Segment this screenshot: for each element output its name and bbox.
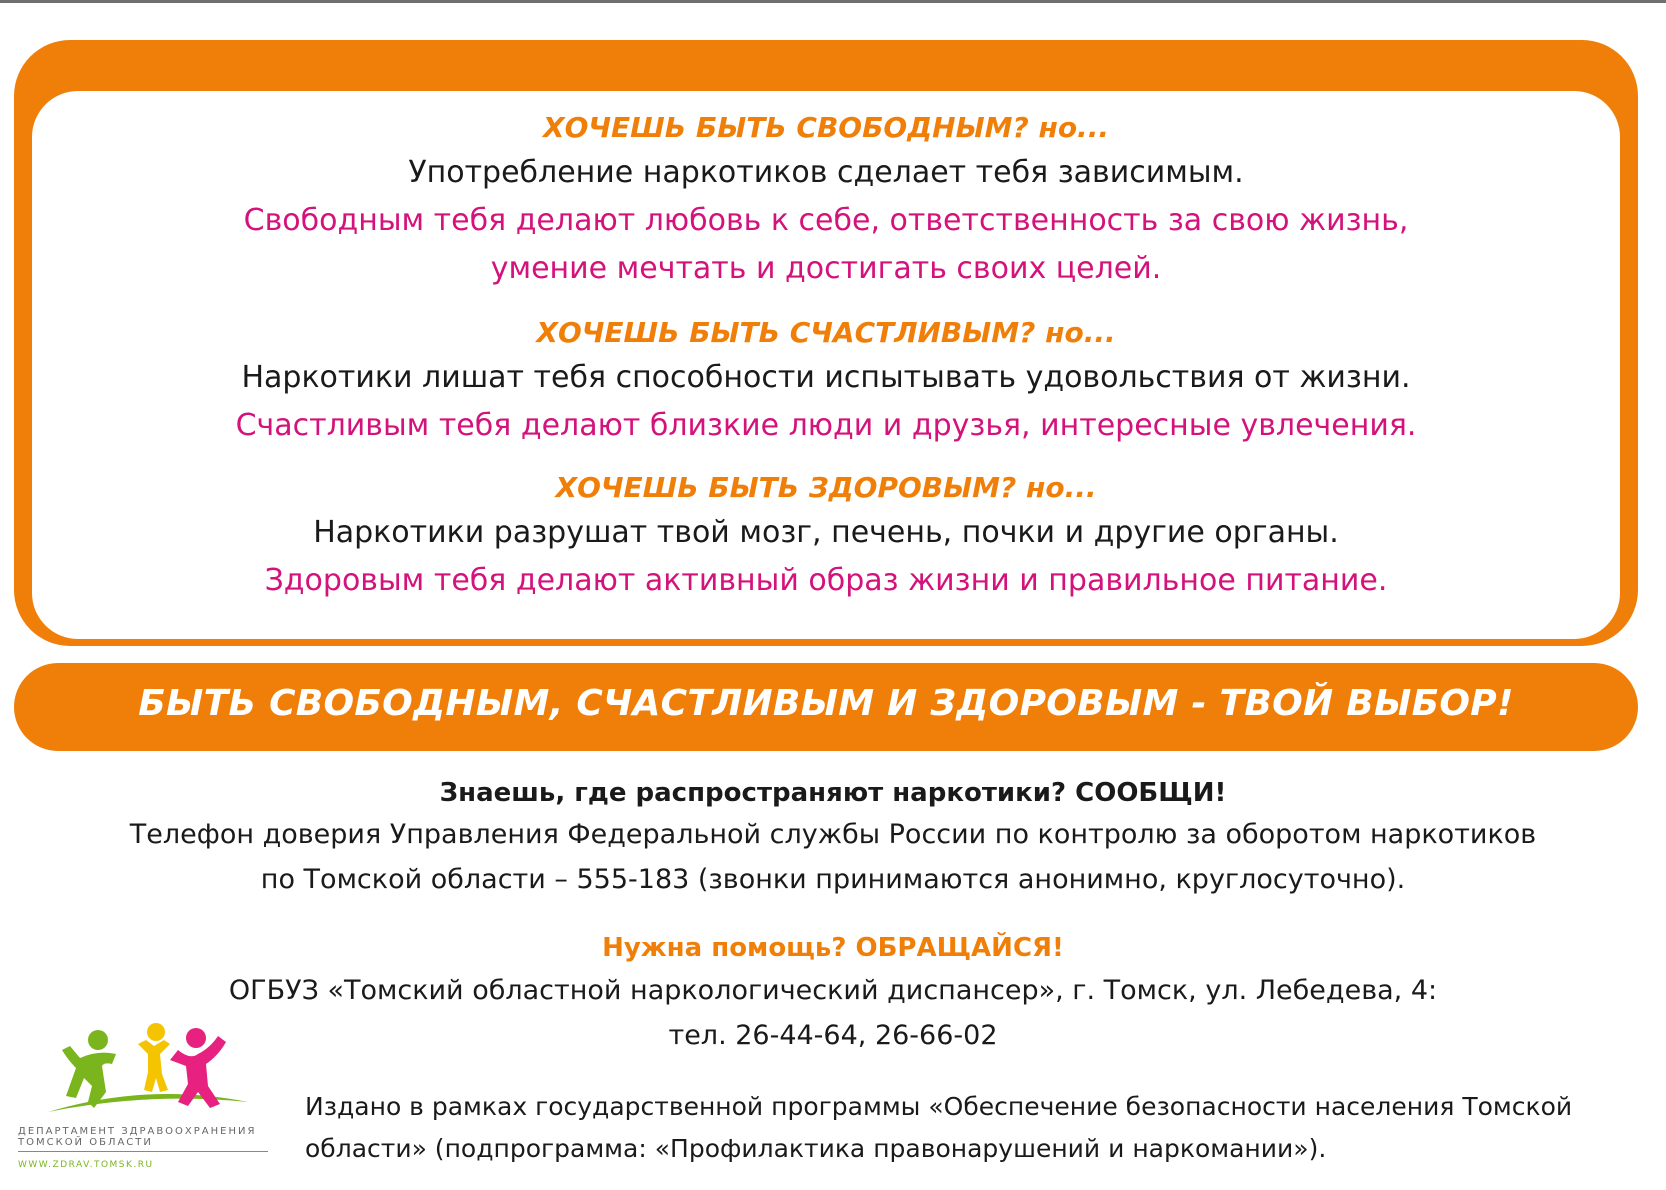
section-heading: ХОЧЕШЬ БЫТЬ СВОБОДНЫМ? но... [543,111,1109,144]
report-line-2: по Томской области – 555-183 (звонки принимаются анонимно, круглосуточно). [260,864,1406,895]
section-warning: Наркотики разрушат твой мозг, печень, почки и другие органы. [313,515,1339,550]
section-heading: ХОЧЕШЬ БЫТЬ ЗДОРОВЫМ? но... [555,471,1097,504]
logo-figures-icon [18,1020,280,1124]
health-department-logo [18,1020,280,1180]
section-positive: умение мечтать и достигать своих целей. [490,251,1162,286]
section-warning: Употребление наркотиков сделает тебя зависимым. [408,155,1244,190]
report-title: Знаешь, где распространяют наркотики? СООБЩИ! [439,778,1227,808]
help-title: Нужна помощь? ОБРАЩАЙСЯ! [602,933,1064,963]
report-line-1: Телефон доверия Управления Федеральной службы России по контролю за оборотом наркотиков [129,819,1537,850]
logo-divider [18,1151,268,1152]
choice-banner [14,663,1638,751]
help-phones: тел. 26-44-64, 26-66-02 [668,1020,998,1051]
banner-text: БЫТЬ СВОБОДНЫМ, СЧАСТЛИВЫМ И ЗДОРОВЫМ - ТВОЙ ВЫБОР! [138,683,1514,724]
logo-url: WWW.ZDRAV.TOMSK.RU [18,1160,154,1170]
section-positive: Свободным тебя делают любовь к себе, ответственность за свою жизнь, [243,203,1409,238]
published-line-2: области» (подпрограмма: «Профилактика правонарушений и наркомании»). [305,1134,1327,1163]
section-warning: Наркотики лишат тебя способности испытывать удовольствия от жизни. [241,360,1411,395]
published-note [305,1086,1625,1170]
logo-title: ДЕПАРТАМЕНТ ЗДРАВООХРАНЕНИЯ ТОМСКОЙ ОБЛАСТИ [18,1126,257,1148]
section-positive: Здоровым тебя делают активный образ жизни и правильное питание. [264,563,1388,598]
section-heading: ХОЧЕШЬ БЫТЬ СЧАСТЛИВЫМ? но... [536,316,1116,349]
section-positive: Счастливым тебя делают близкие люди и друзья, интересные увлечения. [235,408,1417,443]
published-line-1: Издано в рамках государственной программы «Обеспечение безопасности населения Томской [305,1092,1573,1121]
help-line-1: ОГБУЗ «Томский областной наркологический диспансер», г. Томск, ул. Лебедева, 4: [228,975,1438,1006]
top-border-line [0,0,1666,3]
